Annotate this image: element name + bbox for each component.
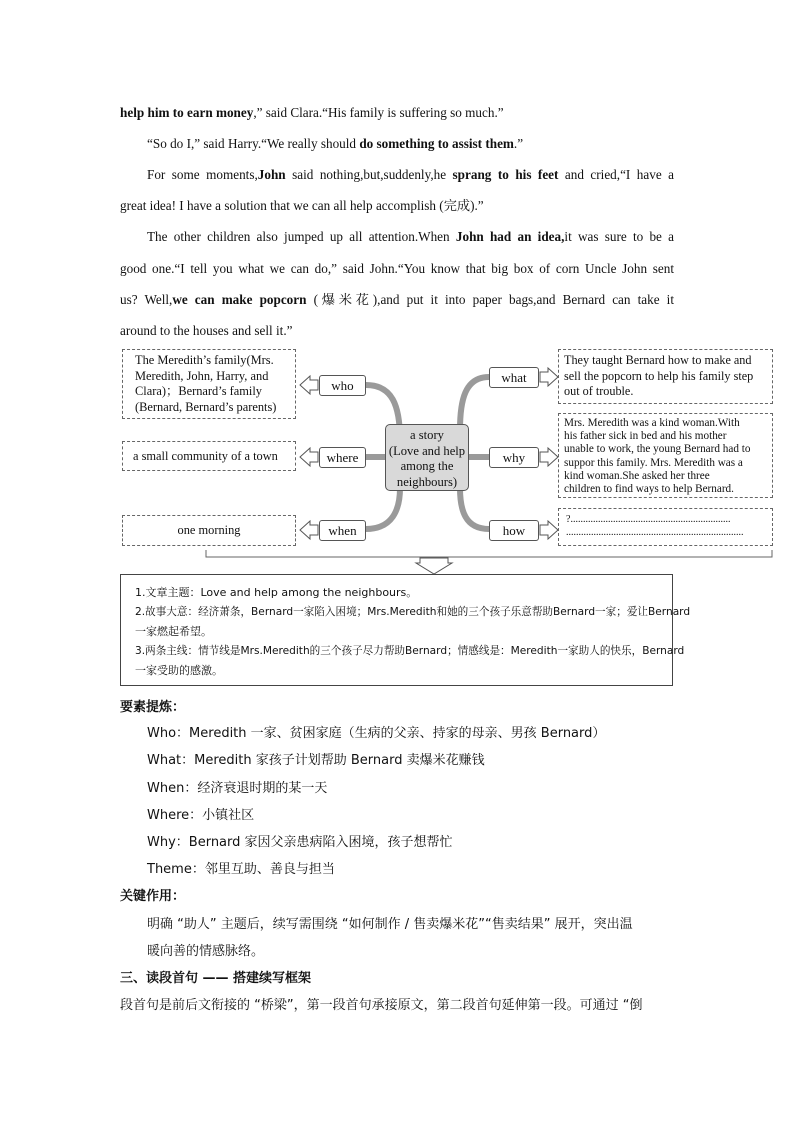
- bold-phrase: do something to assist them: [359, 136, 514, 151]
- arrow-who: [300, 376, 318, 394]
- branch-what: [460, 377, 489, 430]
- who-line: Meredith, John, Harry, and: [135, 368, 269, 383]
- key-role-line-2: 暖向善的情感脉络。: [147, 944, 265, 959]
- story-text: “So do I,” said Harry.“We really should: [147, 136, 360, 151]
- why-line: unable to work, the young Bernard had to: [564, 443, 751, 456]
- branch-how: [460, 488, 489, 529]
- bottom-bracket: [206, 550, 772, 557]
- story-para-4-line-2: good one.“I tell you what we can do,” said John.“You know that big box of corn Uncle John sent: [120, 261, 674, 276]
- what-line: They taught Bernard how to make and: [564, 353, 752, 367]
- center-node: [385, 424, 469, 491]
- how-line: .......................................................................: [566, 527, 744, 538]
- where-box: a small community of a town: [122, 441, 296, 471]
- arrow-where: [300, 448, 318, 466]
- arrow-why: [540, 448, 558, 466]
- why-line: children to find ways to help Bernard.: [564, 483, 734, 496]
- how-line: ?................................................................: [566, 514, 731, 525]
- arrow-how: [540, 521, 558, 539]
- story-text: said nothing,but,suddenly,he: [285, 167, 453, 182]
- why-line: Mrs. Meredith was a kind woman.With: [564, 417, 740, 429]
- who-box: [122, 349, 296, 419]
- bold-phrase: we can make popcorn: [172, 292, 307, 307]
- story-text: .”: [513, 136, 524, 151]
- why-box: [558, 413, 773, 498]
- bold-phrase: John had an idea,: [455, 229, 565, 244]
- story-text: it was sure to be a: [564, 229, 674, 244]
- element-theme: Theme：邻里互助、善良与担当: [147, 862, 335, 877]
- section-3-line-1: 段首句是前后文衔接的 “桥梁”，第一段首句承接原文，第二段首句延伸第一段。可通过 “倒: [120, 998, 643, 1013]
- summary-line: 一家燃起希望。: [135, 625, 212, 639]
- center-line: neighbours): [396, 474, 458, 489]
- summary-line: 1.文章主题：Love and help among the neighbours。: [135, 586, 418, 599]
- how-box: [558, 508, 773, 546]
- branch-when: [366, 488, 400, 529]
- summary-line: 3.两条主线：情节线是Mrs.Meredith的三个孩子尽力帮助Bernard；情感线是：Meredith一家助人的快乐，Bernard: [135, 644, 685, 657]
- why-line: his father sick in bed and his mother: [564, 430, 727, 443]
- section-3-heading: 三、读段首句 —— 搭建续写框架: [120, 971, 312, 986]
- who-line: Clara)；Bernard’s family: [135, 384, 262, 398]
- summary-box: [120, 574, 691, 686]
- arrow-when: [300, 521, 318, 539]
- element-where: Where：小镇社区: [147, 808, 255, 823]
- story-para-3-line-2: great idea! I have a solution that we can all help accomplish (完成).”: [120, 198, 484, 213]
- where-label: where: [319, 447, 366, 468]
- why-label: why: [489, 447, 539, 468]
- story-text: For some moments,: [147, 167, 258, 182]
- center-line: a story: [410, 428, 444, 442]
- what-label: what: [489, 367, 539, 388]
- how-label: how: [489, 520, 539, 541]
- who-line: The Meredith’s family(Mrs.: [135, 353, 274, 367]
- summary-line: 2.故事大意：经济萧条，Bernard一家陷入困境；Mrs.Meredith和她的三个孩子乐意帮助Bernard一家；爱让Bernard: [135, 605, 691, 618]
- element-what: What：Meredith 家孩子计划帮助 Bernard 卖爆米花赚钱: [147, 753, 485, 768]
- bold-phrase: John: [257, 167, 286, 182]
- story-para-4-line-4: around to the houses and sell it.”: [120, 323, 293, 338]
- what-line: out of trouble.: [564, 384, 634, 398]
- element-when: When：经济衰退时期的某一天: [147, 781, 328, 796]
- why-line: suppor this family. Mrs. Meredith was a: [564, 456, 743, 469]
- bold-phrase: sprang to his feet: [452, 167, 559, 182]
- when-label: when: [319, 520, 366, 541]
- center-line: among the: [400, 459, 454, 473]
- story-text: and cried,“I have a: [558, 167, 675, 182]
- center-line: (Love and help: [388, 443, 466, 458]
- why-line: kind woman.She asked her three: [564, 469, 710, 482]
- key-role-line-1: 明确 “助人” 主题后，续写需围绕 “如何制作 / 售卖爆米花”“售卖结果” 展开，突出温: [147, 917, 633, 932]
- element-who: Who：Meredith 一家、贫困家庭（生病的父亲、持家的母亲、男孩 Bernard）: [147, 726, 606, 741]
- who-label: who: [319, 375, 366, 396]
- when-box: one morning: [122, 515, 296, 546]
- bold-phrase: help him to earn money: [120, 105, 254, 120]
- who-line: (Bernard, Bernard’s parents): [135, 399, 277, 414]
- story-text: (爆米花),and put it into paper bags,and Bernard can take it: [306, 292, 674, 307]
- key-role-heading: 关键作用：: [120, 889, 186, 904]
- elements-heading: 要素提炼：: [120, 700, 186, 715]
- story-text: us? Well,: [120, 292, 173, 307]
- what-box: [558, 349, 773, 404]
- arrow-what: [540, 368, 558, 386]
- down-arrow: [416, 558, 452, 574]
- story-text: The other children also jumped up all attention.When: [147, 229, 456, 244]
- element-why: Why：Bernard 家因父亲患病陷入困境，孩子想帮忙: [147, 835, 453, 850]
- story-text: ,” said Clara.“His family is suffering so much.”: [253, 105, 504, 120]
- what-line: sell the popcorn to help his family step: [564, 368, 754, 383]
- summary-line: 一家受助的感激。: [135, 664, 223, 678]
